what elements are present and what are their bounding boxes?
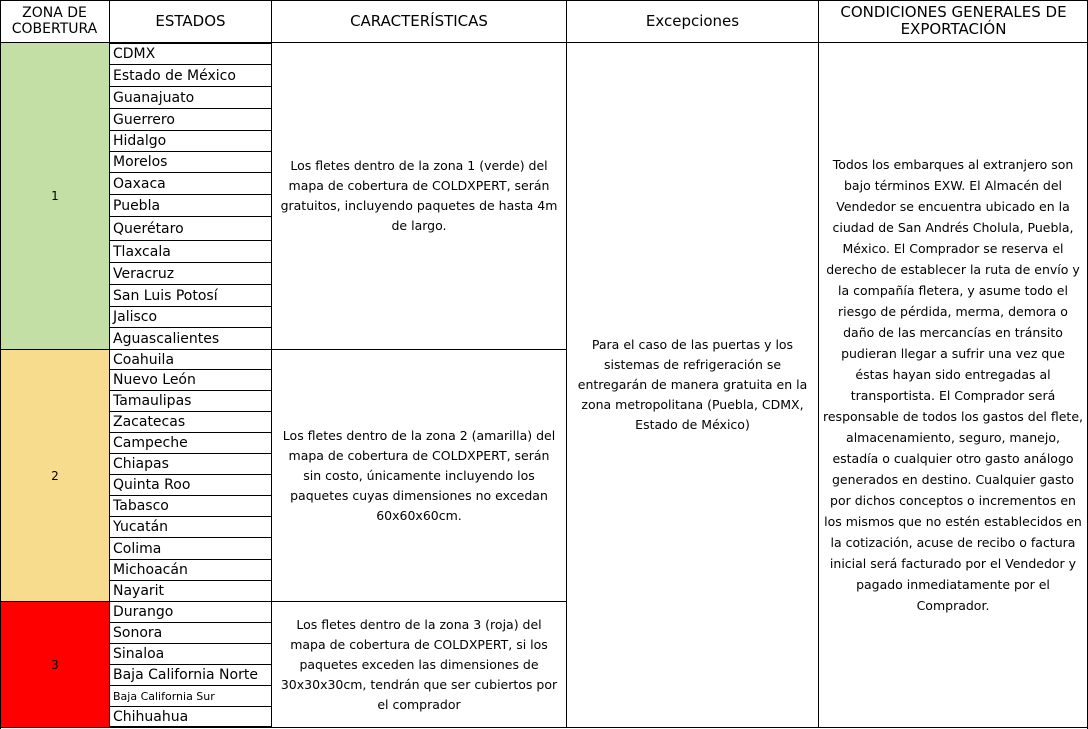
state-row: CDMX <box>110 43 271 64</box>
state-row: Querétaro <box>110 216 271 240</box>
header-excepciones: Excepciones <box>567 0 819 43</box>
state-row: Coahuila <box>110 349 271 369</box>
state-row: Durango <box>110 601 271 622</box>
exceptions-cell: Para el caso de las puertas y los sistemas de refrigeración se entregarán de manera gratuita en la zona metropolitana (Puebla, CDMX, Estado de México) <box>567 43 819 727</box>
zone-3-cell: 3 <box>1 601 110 727</box>
state-row: Colima <box>110 537 271 559</box>
zone-1-cell: 1 <box>1 43 110 349</box>
characteristics-zone-1: Los fletes dentro de la zona 1 (verde) del mapa de cobertura de COLDXPERT, serán gratuitos, incluyendo paquetes de hasta 4m de largo. <box>272 43 567 349</box>
state-row: Aguascalientes <box>110 327 271 349</box>
grid-line <box>0 727 1088 728</box>
state-row: Quinta Roo <box>110 474 271 495</box>
state-row: Guanajuato <box>110 86 271 108</box>
state-row: Jalisco <box>110 306 271 327</box>
state-row: Zacatecas <box>110 411 271 432</box>
state-row: Yucatán <box>110 516 271 537</box>
state-row: Puebla <box>110 194 271 216</box>
zone-2-cell: 2 <box>1 349 110 601</box>
state-row: Tamaulipas <box>110 390 271 411</box>
state-row: Tabasco <box>110 495 271 516</box>
header-zona: ZONA DE COBERTURA <box>0 0 110 43</box>
state-row: Morelos <box>110 151 271 172</box>
state-row: Sonora <box>110 622 271 643</box>
state-row: Oaxaca <box>110 172 271 194</box>
characteristics-zone-2: Los fletes dentro de la zona 2 (amarilla) del mapa de cobertura de COLDXPERT, serán sin costo, únicamente incluyendo los paquetes cuyas dimensiones no excedan 60x60x60cm. <box>272 349 567 601</box>
header-caracteristicas: CARACTERÍSTICAS <box>272 0 567 43</box>
state-row: Guerrero <box>110 108 271 130</box>
header-condiciones: CONDICIONES GENERALES DE EXPORTACIÓN <box>819 0 1088 43</box>
state-row: Sinaloa <box>110 643 271 664</box>
conditions-cell: Todos los embarques al extranjero son bajo términos EXW. El Almacén del Vendedor se encuentra ubicado en la ciudad de San Andrés Cholula, Puebla, México. El Comprador se reserva el derecho de establecer la ruta de envío y la compañía fletera, y asume todo el riesgo de pérdida, merma, demora o daño de las mercancías en tránsito pudieran llegar a sufrir una vez que éstas hayan sido entregadas al transportista. El Comprador será responsable de todos los gastos del flete, almacenamiento, seguro, manejo, estadía o cualquier otro gasto análogo generados en destino. Cualquier gasto por dichos conceptos o incrementos en los mismos que no estén establecidos en la cotización, acuse de recibo o factura inicial será facturado por el Vendedor y pagado inmediatamente por el Comprador. <box>823 157 1083 613</box>
state-row: Baja California Norte <box>110 664 271 685</box>
state-row: Estado de México <box>110 64 271 86</box>
header-estados: ESTADOS <box>110 0 272 43</box>
state-row: Veracruz <box>110 262 271 284</box>
state-row: Tlaxcala <box>110 240 271 262</box>
state-row: Nuevo León <box>110 369 271 390</box>
state-row: San Luis Potosí <box>110 284 271 306</box>
state-row: Nayarit <box>110 580 271 601</box>
state-row: Hidalgo <box>110 130 271 151</box>
state-row: Baja California Sur <box>110 685 271 706</box>
state-row: Chihuahua <box>110 706 271 727</box>
state-row: Campeche <box>110 432 271 453</box>
characteristics-zone-3: Los fletes dentro de la zona 3 (roja) del mapa de cobertura de COLDXPERT, si los paquetes exceden las dimensiones de 30x30x30cm, tendrán que ser cubiertos por el comprador <box>272 601 567 727</box>
state-row: Chiapas <box>110 453 271 474</box>
state-row: Michoacán <box>110 559 271 580</box>
